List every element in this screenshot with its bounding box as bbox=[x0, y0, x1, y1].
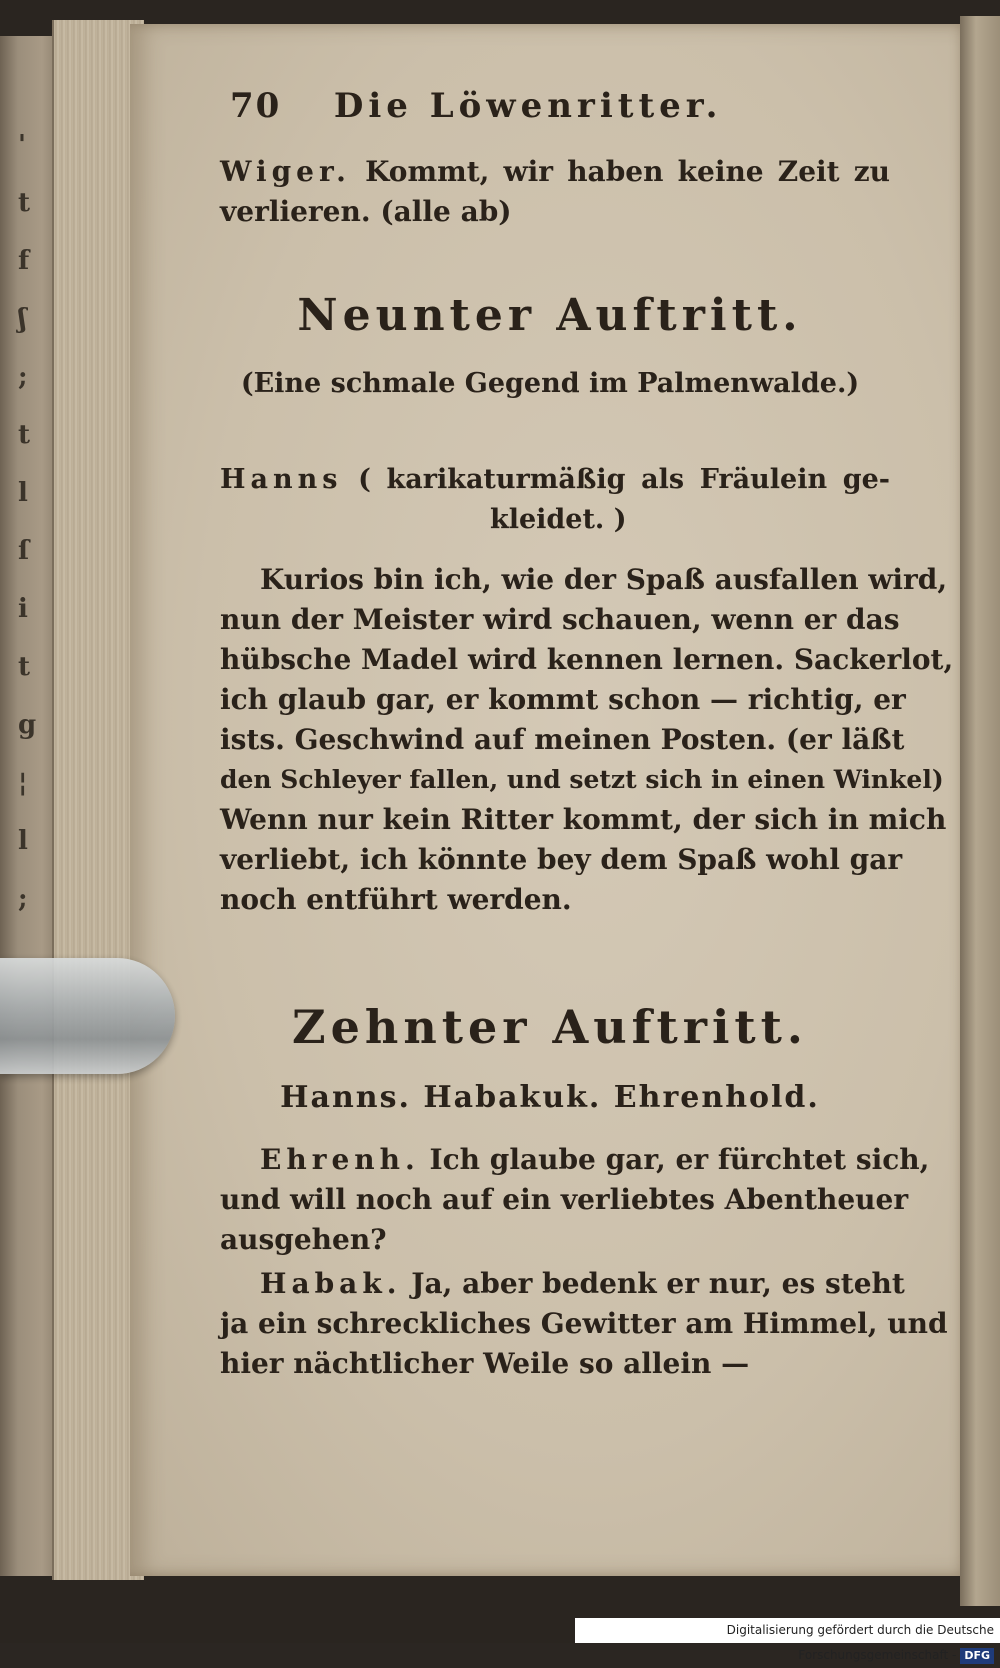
text-line: hier nächtlicher Weile so allein — bbox=[220, 1347, 750, 1380]
scene-characters: Hanns. Habakuk. Ehrenhold. bbox=[280, 1080, 820, 1115]
text-line: Hanns ( karikaturmäßig als Fräulein ge- bbox=[220, 464, 890, 495]
left-page-bleed-marks: ' t f ʃ ; t l ſ i t g ¦ l ; bbox=[18, 130, 37, 914]
text-line: Wenn nur kein Ritter kommt, der sich in mich bbox=[220, 803, 947, 836]
text-line: hübsche Madel wird kennen lernen. Sackerlot, bbox=[220, 643, 954, 676]
text-line: nun der Meister wird schauen, wenn er das bbox=[220, 603, 900, 636]
credit-text: Digitalisierung gefördert durch die Deutsche Forschungsgemeinschaft - bbox=[726, 1623, 994, 1662]
right-page-edge bbox=[960, 16, 1000, 1606]
text-line: Kurios bin ich, wie der Spaß ausfallen wird, bbox=[260, 563, 948, 596]
speaker-ehrenh: Ehrenh. bbox=[260, 1143, 420, 1176]
running-title: Die Löwenritter. bbox=[333, 86, 723, 126]
text-line: verliebt, ich könnte bey dem Spaß wohl gar bbox=[220, 843, 903, 876]
speech-ehrenh bbox=[220, 1140, 930, 1260]
speaker-hanns: Hanns bbox=[220, 464, 343, 495]
text-line: ja ein schreckliches Gewitter am Himmel, und bbox=[220, 1307, 948, 1340]
speaker-wiger: Wiger. bbox=[220, 155, 351, 188]
scene-setting: (Eine schmale Gegend im Palmenwalde.) bbox=[240, 368, 860, 399]
stage-direction-hanns bbox=[220, 460, 890, 540]
running-header bbox=[230, 86, 830, 126]
text-line: den Schleyer fallen, und setzt sich in einen Winkel) bbox=[220, 765, 944, 794]
speaker-habak: Habak. bbox=[260, 1267, 402, 1300]
text-line: ich glaub gar, er kommt schon — richtig, er bbox=[220, 683, 906, 716]
text-line: kleidet. ) bbox=[490, 504, 627, 535]
digitization-credit bbox=[575, 1618, 1000, 1662]
text-line: verlieren. (alle ab) bbox=[220, 195, 512, 228]
text-line: Ehrenh. Ich glaube gar, er fürchtet sich, bbox=[260, 1143, 930, 1176]
text-line: Habak. Ja, aber bedenk er nur, es steht bbox=[260, 1267, 905, 1300]
page-number: 70 bbox=[230, 86, 282, 126]
scene-heading-ninth: Neunter Auftritt. bbox=[297, 290, 803, 341]
scene-heading-tenth: Zehnter Auftritt. bbox=[292, 1000, 808, 1054]
dfg-logo: DFG bbox=[960, 1648, 994, 1664]
page-clip bbox=[0, 958, 175, 1074]
speech-hanns bbox=[220, 560, 954, 920]
text-line: und will noch auf ein verliebtes Abentheuer bbox=[220, 1183, 909, 1216]
speech-habak bbox=[220, 1264, 948, 1384]
left-page-stack bbox=[0, 36, 60, 1576]
text-line: ausgehen? bbox=[220, 1223, 387, 1256]
speech-wiger bbox=[220, 152, 890, 232]
text-line: ists. Geschwind auf meinen Posten. (er läßt bbox=[220, 723, 905, 756]
text-line: noch entführt werden. bbox=[220, 883, 572, 916]
text-line: Wiger. Kommt, wir haben keine Zeit zu bbox=[220, 155, 891, 188]
